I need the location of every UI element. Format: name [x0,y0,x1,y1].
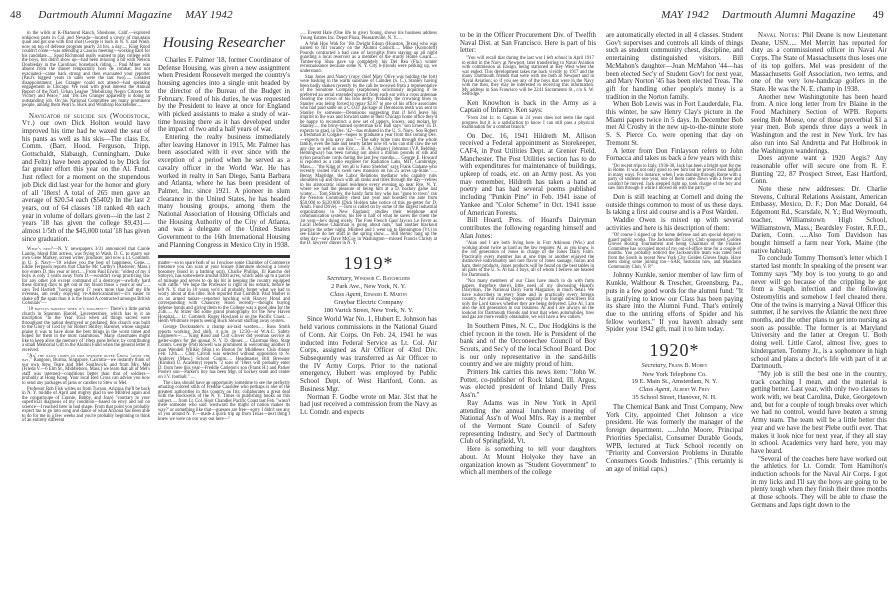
article-paragraph: in the wilds at K-Diamond Ranch, Shoshone, Calif.—explored unknown parts in Cal. and Nevada—located a covey of mountain quail and got one with first shot) George is back in N. Y. and Wash. now on top of defense program nearly 24 hrs. a day..... King Rood couldn't come—was attending a Caucus meeting—working hard for his candidate..... Spud Richmond really wanted to play college with the boys, but didn't show up—had been relaxing a bit with Nelson Doubleday in the Carolinas; horseback riding..... Paul Miner was absent from the dinner temporarily hors de combat, but not evacuated—came back strong and then evacuated your reporter (Paul's biggest years in sales were the last two)..... Greatest disappointment; Les Granger could not attend—had speaking engagement in Chicago. We read with great interest the Annual Report of the Nat'l. Urban League "Mobilizing Negro Citizens for Victory and Peace," and '18s Les Granger apparently is doing an outstanding job. On his National Committee are many prominent people, among them Pearl S. Buck and Winthrop Rockefeller..... [22,31,150,108]
agent-name: Edward E. Martin [363,291,408,298]
left-column-1 [22,32,150,425]
article-headline: Housing Researcher [162,35,286,51]
paragraph-text: —N. Y. newspapers 3/31 announced that Carole Landis, blond film actress, was flying to Wash. D. C. to marry our own Gene Markey, screen writer, producer, and now a Lt. Commdr. in U. S. Navy—'18 wishes you the best of happiness, Gene..... Eddie Ferguson reports that Charlie Mc Carthy's (Andover, Mass.) boy enters D. this year or next..... From Paul Erwin: "oldest of my 4 boys is only 3 years away from D.—wouldn't swap practicing law for any other job except command of a destroyer—awfully hard these stirring days to get out of my blood those 5 years at sea"..... says Ted Hartlett "having spent 17 years more than half my life overseas, am really enjoying 're-Americanization'—it's easier to shake off the spats than it is the broad A contracted amongst British Colonials"— [22,247,150,307]
article-paragraph: On Dec. 16, 1941 Hildreth M. Allison received a Federal appointment as Storekeeper, CAF4, in Post Utilities Dept. at Grenier Field, Manchester. The Post Utilities section has to do with expenditures for maintenance of buildings, upkeep of roads, etc. on an Army post. As you may remember, Hildreth has taken a hand at poetry and has had several poems published including "Punkin Pine" in Feb. 1941 issue of Yankee and "Color Scheme" in Oct. 1941 issue of American Forests. [460,132,596,217]
section-lead: Naval Notes: [758,32,800,39]
agent-line [606,386,743,395]
article-paragraph: Does anyone want a 1920 Aegis? Any reasonable offer will secure one from R. F. Bunting '22, 87 Prospect Street, East Hartford, Conn. [751,155,887,186]
article-paragraph: "Several of the coaches here have worked out the athletics for Lt. Comdr. Tom Hamilton's induction schools for the Naval Air Corps. I got in my licks and I'll say the boys are going to be plenty tough when they finish their three months at those schools. They will be able to chase the Germans and Japs right down to the [751,455,887,509]
quoted-letter: "On recent trips to Italy, 1936-38, Jack has been a bright spot for me in Rome. It was not only good to see him but he proved most helpful in many ways. For instance, when I was dashing through Rome with a party of students one year, one of them came down with a fever and couldn't be moved. Jack stepped right up, took charge of the boy and saw him through it while I moved on with the party." [608,163,741,192]
paragraph-text: Phil Deane is now Lieutenant Deane, USN..... Mel Merritt has reported for duty as a commissioned officer in Naval Air Corps. The State of Massachusetts thus loses one of its top golfers. Mel was president of the Massachusetts Golf Association, two terms, and one of the very low-handicap golfers in the State. He was the N. E. champ in 1938. [751,32,887,93]
article-paragraph: A letter from Don Finlayson refers to John Fornacca and takes us back a few years with this: [606,147,743,163]
paragraph-text: There's a little parish church in Staunton Harold, Leicestershire, which has in it an inscription "In the Year 1653 when all things sacred were throughout the nation destroyed or profaned, this church was built to the Glory of God by Sir Robert Shirley, Baronet, whose singular praise it was to have done the best things in the worst times and hoped for them in the most calamitous." Many classmates might like to keep alive the memory of '18ers gone before, by contributing a small Memorial Gift to the Alumni Fund when the general letter is received. [22,307,150,353]
class-year-heading: 1919* [343,252,394,273]
article-paragraph: In Southern Pines, N. C., Doc Hodgkins is the chief tycoon in the town. He is President of the bank and of the Occoneechee Council of Boy Scouts, and Sec'y of the local School Board. Doc is our only representative in the sand-hills country and we are mighty proud of him. [460,322,596,369]
article-paragraph [22,355,150,387]
article-paragraph: to be in the Officer Procurement Div. of Twelfth Naval Dist. at San Francisco. Here is part of his letter: [460,32,596,55]
secretary-address: 19 E. Main St., Amsterdam, N. Y. [631,378,718,386]
article-paragraph: Norman F. Godbe wrote on Mar. 31st that he had just received a commission from the Navy as Lt. Comdr. and expects [300,393,437,416]
article-paragraph: Entering the realty business immediately after leaving Hanover in 1915, Mr. Palmer has been associated with it ever since with the exception of a period when he served as a cavalry officer in the World War. He has worked in realty in San Diego, Santa Barbara and Atlanta, where he has been president of Palmer, Inc. since 1921. A pioneer in slum clearance in the United States, he has headed many housing groups, among them the National Association of Housing Officials and the Housing Authority of the City of Atlanta, and was a delegate of the United States Government to the 16th International Housing and Planning Congress in Mexico City in 1938. [158,134,290,249]
paragraph-text: Rangoon, Burma, Singapore, Calcutta—we instantly think of our own Stew Teare and Mel Southwick; and from Mrs. Mel (Frieda V.—6 Elm St., Middleboro, Mass.) we learn that all of Mel's staff was interned—conditions better than that of soldiers—probably at Hong Kong. Your local Red Cross can advise you how to send any packages of jams or candies to Stew or Mel. [22,358,150,386]
quoted-letter: "Of course I signed up for home defense and am special deputy to guard public works. The Jacksonville Lion's Club sponsored Golden Gloves Boxing Tournament and being Chairman of the Finance Committee has occupied most of my out-of-office time for a couple of months. You probably noticed the Jacksonville team was rated best from the South in recent New York City Golden Gloves finals. Have been doing some joining too—SAR, historian now, and Mandarin Community Club, V. P." [608,233,741,270]
article-paragraph [22,248,150,307]
article-paragraph: Another new Washingtonite has been heard from. A nice long letter from Irv Blaine in the Food Machinery Section of WPB. Reports seeing Bob Moese, one of those proverbial $1 a year men. Bob spends three days a week in Washington and the rest in New York. Irv has also run into Sal Andretta and Pat Holbrook in the Washington wanderings. [751,93,887,155]
secretary-name: Windsor C. Batchelder [354,275,410,282]
page-number: 48 [10,9,22,21]
section-lead: "An' the dawn comes up like thunder outer China 'crost the bay," [22,353,150,364]
article-paragraph: Since World War No. 1, Hubert E. Johnson has held various commissions in the National Guard of Conn. Air Corps. On Feb. 24, 1941 he was inducted into Federal Service as Lt. Col. Air Corps, assigned as Air Officer of 43rd Div. Subsequently was transferred as Air Officer to the IV Army Corps. Prior to the national emergency, Hubert was employed by Public School Dept. of West Hartford, Conn. as Business Mgr. [300,316,437,393]
secretary-line [606,362,743,371]
right-page-header [661,9,884,21]
left-page-header [10,9,233,21]
secretary-address: 2 Park Ave., New York, N. Y. [331,283,406,291]
article-paragraph: Stan Jones and Nancy (copy chief Mary Olive was holding the fort) were basking in the warm sunshine of Camden (S. C.), Stanley having been badly shaken recently by the call he received from a representative of the Sonotone Company (earphones) solicitously inquiring if he preferred an aerial extended upward from each ear with a cross antennae clearing the crown of his Iron derby. Probably the crowning blow to Stanley was being forced to repay $2.87 to one of his office associates who had paid same on a C.O.D. package of Dennisons teeth wax sent to Stanley by someone—Dennisons suggesting that if he'd leave his imprint in the wax and forward same to their Chicago home office they'd be happy to reconstruct a new set of uppers, lowers, and molars for Stanley..... the briny-tanned oysterman Eric Ball says "son Ernest '45 D. expects to grad. in Dec. '42—has enlisted in the U. S. Navy. Son Robert a freshman at Colgate—hopes to graduate a year from this coming Dec.—expects to join navy also."—The salty brine runs through the whole family, even the hale and hearty father now 81 who can still claw the set any day as well as son Eric..... H. A. (Johnny) Johnston (V.P. Belding-Hemingway) has been turning out about 5 million pounds of silk and nylon parachute cords during the last few months..... George E. Howard is reported as a radio engineer for Radiation Labs, MIT, Cambridge, Mass..... "the King of 'em all is Fatso Sheldon" says Frank Clahane who recently visited Fat's swell new mansion on his 25 acres up-State."..... Benny Magridge, the Labor Relations mediator who capably rubs shoulders up and down with all ranks and titles through the day—retires to his aristocratic island residence every evening up near Rye, N. Y. where we had the pleasure of being him at a D. hockey game last winter..... Tom Shirley, the hardy farm boy who has "gone to town" ran the Newton Community chest last year and boosted the ante from $50,000 to $120,000 (Dick Holden take notice of this go-getter for D. Alum. Fund Drive). —Tom is called on by some of the largest industrial organizations in New England; studies their telephone and communication systems; his fee is half of what he saves the client the 1st year—he's doing nicely. The Free French Gaul Jaycox Le Fevre as Local Defense Chairman is going about nuts," had another blackout practice the other night. Mildred and I went up to Bennington (Vt.) to see Elaine do her stuff in the spring show..... Bill Remic rang up the other day—saw Dave McCoy in Washington—missed Francis Christy at the D. lawyers' dinner in N. Y. [300,74,437,246]
label: Class Agent, [639,385,672,393]
article-paragraph: "My job is still the best one in the country, track coaching I mean, and the material is getting better. Last year, with only two classes to work with, we beat Carolina, Duke, Georgetown and, but for a couple of tough breaks over which we had no control, would have beaten a strong Army team. The team will be a little better this year and we have the best Plebe outfit ever. That makes it look nice for next year, if they all stay in school. Academics very hard here, you may have heard. [751,370,887,455]
article-paragraph [22,113,150,244]
paragraph-text: our own Dick Holton would have improved his time had he waxed the seat of his pants as well as his skis—The class Ex. Comm. (Barr, Hood, Ferguson, Tripp, Gottschaldt, Slabaugh, Cunningham, Duke and Feltz) have been appealed to by Dick for far greater effort this year on the Al. Fund. Just reflect for a moment on the stupendous job Dick did last year for the honor and glory of all '18ers! A total of 265 men gave an average of $20.54 each ($5402) In the last 2 years, out of 64 classes '18 ranked 4th each year in volume of dollars given—in the last 2 years '18 has given the college $9,431—almost 1/5th of the $45,000 total '18 has given since graduation. [22,120,150,243]
label: Secretary, [641,362,668,370]
agent-company: Graybar Electric Company [334,299,403,307]
article-paragraph: Ray Adams was in New York in April attending the annual luncheon meeting of National Ass'n of Wool Mfrs. Ray is a member of the Vermont State Council of Safety representing Industry, and Sec'y of Dartmouth Club of Springfield, Vt. [460,399,596,446]
article-paragraph: Waddie Owen is mixed up with several activities and here is his description of them: [606,217,743,232]
section-lead: Navigator of suicide six (Woodstock, Vt.) [22,112,150,128]
section-lead: '18 battles hardest when it's toughest— [27,307,109,313]
quoted-letter: "Alan and I are both living here in Fort Atkinson (Wis.) and working about twice as hard as the law requires. Al, as you know, is the 3rd generation of Jones in charge of the Jones Dairy Farm. Practically every member has at one time or another enjoyed the distinctive individuality and rare flavor of Jones sausage, bacon and ham, their products. Jones products will be found on the best tables in all parts of the U. S. Al has 3 boys, all of whom I believe are headed for Dartmouth. [462,241,594,278]
magazine-title: Dartmouth Alumni Magazine [38,9,173,21]
left-column-2 [158,32,290,424]
article-paragraph: Johnny Kunkle, senior member of law firm of Kunkle, Walthour & Trescher, Greensburg, Pa., puts in a few good words for the alumni fund: "It is gratifying to know our Class has been paying its share into the Alumni Fund. That's entirely due to the untiring efforts of Spider and his fellow workers." If you haven't already sent Spider your 1942 gift, mail it to him today. [606,272,743,334]
article-paragraph: Here is something to tell your daughters about. At Mount Holyoke they have an organization known as "Student Government" to which all members of the college [460,446,596,477]
right-column-2 [606,32,743,473]
secretary-company: New York Telephone Co. [642,370,707,378]
right-column-1 [460,32,596,477]
agent-address: 35 School Street, Hanover, N. H. [632,394,717,402]
article-paragraph: matter—so to spare both of us I enclose some Chamber of Commerce literature you can scan at your leisure (literature showing a lovely bosomey blond in a bathing suit). Charlie Phillips, El Rancho del Sotoyro, has somewhere around 8300 acres, which adds up to a parcel of mileage and serves to do his bit in keeping the country equipped with cattle." We hope the Professor is right in his remark, before he left N. Y. that in 10 years we'd all probably forget what we had to worry about at this time. Bob reported that Commdr. Paul Mather is on an armed tanker—reported lunching with Harvey Hood and corresponding with Chauncey Hood recently—thought buying defense bonds and giving them to the College was a good idea for the 25th..... Al Stizer did some grand photography for the New Haven Hospital..... Lt. Commdr. Roger Howland is on the Pacific Coast..... Herm Whitmore reports seeing Buck Stewart stuffing away oysters. [158,260,290,325]
housing-researcher-box [158,34,290,258]
quoted-letter: "From 2nd Lt. to Captain in 24 years does not seem like rapid progress but it is a satisfaction to know I can still pass a physical examination for a combat branch." [462,116,594,131]
article-paragraph: A Wah Hoo Wah for '18s Dwight Edson (Houston, Texas) who was named to fill vacancy on the Alumni Council..... Mike (Kornoloff) Pounds contracted a bad case of laryngitis from staying up all night guarding a local reservoir as a member of the sturdy Home Guard..... Timber-top Shea gave up completely his Del Rea (Fla.) winter reconnaissance because some N. Y. City b-(l)onds were perking up, we understand. [300,41,437,74]
article-paragraph: ..... Everett Hale (One life to give) Young, shows his business address Young Estates Inc. Depot Plaza, Pleasantville, N. Y..... [300,31,437,41]
article-paragraph: Bill Hoard, Pres. of Hoard's Dairyman contributes the following regarding himself and Alan Jones: [460,217,596,240]
article-paragraph: Ken Knowlton is back in the Army as a Captain of Infantry. Ken says: [460,99,596,115]
magazine-title: Dartmouth Alumni Magazine [721,9,856,21]
article-paragraph: Professor Rob Fish writes us from Tucson, Arizona (he'll be back in N. Y. middle of April and mighty glad to see Mildred again and the congatroupe of Connie, Bobby, and Joan) "contrary to your superficial diagnosis of my condition—based on envy and not on science—I reached here in bad shape. From that point you probably expect me to go into song and dance of what Arizona has been able to do for me in a few weeks and you're probably beginning to think of an entirely different [22,386,150,424]
article-paragraph: The class should have an opportunity sometime to see the perfectly amazing colored stills of Freddie Cassidee who perhaps is one of the greatest authorities in this country on Iris; collaborates a great deal with the Rockwells of the N. Y. Times in publishing books on this subject..... from Lt. Col. Hoot Chandler Pacific Coast last Feb. "wasn't there someone who said 'westward the might of nation makes its way?' or something like that—guesses are free—sorry I didn't see any of you around N. Y.—made a quick trip up from Texas—next thing I knew we were on our way out here—" [158,380,290,422]
agent-line [300,291,437,300]
quoted-letter: "Not many members of our Class have much to do with farm papers, therefore there's little need of my discussing Hoard's Dairyman, The National Dairy Farm Magazine, in much detail. We have subscribers in every State and in practically every foreign country. Are still mailing copies regularly to foreign subscribers but only the Lord knows whether they are being delivered. Like Al, I am also the 3rd generation in our business. Al and I are always on the lookout for Dartmouth friends and trust that when automobiles, tires and gas are more readily obtainable, we will have a few callers." [462,279,594,321]
article-paragraph [22,308,150,353]
article-paragraph: are automatically elected in all 4 classes. Student Gov't supervises and controls all kinds of things such as student community chest, discipline, and entertaining distinguished visitors. Bill McMahon's daughter—Joan McMahon '44—has been elected Sec'y of Student Gov't for next year, and Mary Norton '45 has been elected Treas. The gift for handling other people's money is a tradition in the Norton family. [606,32,743,101]
agent-name: Albert W. Frey [672,386,710,393]
article-paragraph: Note these new addresses: Dr. Charlie Stevens, Cultural Relations Assistant, American Embassy, Mexico, D. F.; Don Mac Donald, 64 Edgemont Rd., Scarsdale, N. Y.; Bud Weymouth, teacher, Williamstown High School, Williamstown, Mass.; Beardsley Foster, R.F.D., Darien, Conn. .....Also Tom Davidson has bought himself a farm near York, Maine (the native habitat). [751,186,887,255]
quoted-letter: "You will recall that during the last war I left school in April 1917 to enlist in the Navy at Newport, later transferring to Naval Aviation with commission as Ensign, being stationed at Key West when the war ended. This development takes me back vividly to 1917 and the many Dartmouth friends that were with me both at Newport and in Naval Aviation; so if you see any of the boys that were in the Navy with me then, they may be interested in receiving this information. My address in San Francisco will be 2241 Sacramento St., c/o S. W. Selfridge." [462,56,594,98]
article-paragraph: Printers Ink carries this news item: "John W. Potter, co-publisher of Rock Island, Ill. Argus, was elected president of Inland Daily Press Ass'n." [460,369,596,400]
issue-date: MAY 1942 [185,9,233,21]
label: Class Agent, [329,290,363,298]
article-paragraph: Don is still teaching at Cornell and doing the outside things common to most of us these days. Is taking a first aid course and is a Post Warden. [606,193,743,217]
issue-date: MAY 1942 [661,9,709,21]
class-year-heading: 1920* [649,340,700,361]
label: Secretary, [327,274,353,282]
left-column-3 [300,32,437,417]
article-paragraph: When Bob Lewis was in Fort Lauderdale, Fla. this winter, he saw Henry Clay's picture in the Miami papers twice in 5 days. In December Bob met Al Crosby in the new up-to-the-minute store S. S. Pierce Co. were opening that day on Tremont St. [606,101,743,147]
secretary-line [300,275,437,284]
page-number: 49 [872,9,884,21]
agent-address: 180 Varick Street, New York, N. Y. [323,306,414,314]
article-paragraph [751,32,887,94]
secretary-name: Frank B. Morey [668,363,708,370]
article-paragraph: Charles F. Palmer '18, former Coordinator of Defense Housing, was given a new assignment when President Roosevelt merged the country's housing agencies into a single unit headed by the director of the Bureau of the Budget in February. Freed of his duties, he was requested by the President to leave at once for England with picked assistants to make a study of war-time housing there as it has developed under the impact of two and a half years of war. [158,57,290,134]
article-paragraph: To conclude Tommy Thomson's letter which I started last month: In speaking of the present war Tommy says "My boy is too young to go and never will go because of the crippling he got from a Staph. infection and the following Osteomylitis and somehow I feel cheated there. One of the twins is marrying a Naval Officer this summer, if he survives the Atlantic the next three months, and the other plans to get into nursing as soon as possible. The former is at Maryland University and the latter at Oregon U. Both doing well. Little Carol, almost five, goes to kindergarten. Tommy Jr., is a sophomore in high school and plans a doctor's life with part of it at Dartmouth. [751,255,887,371]
article-paragraph: The Chemical Bank and Trust Company, New York City, appointed Chet Johnson a vice president. He was formerly the manager of the foreign department. .....John Moore, Principal Priorities Specialist, Consumer Durable Goods, WPB, lectured at Tuck School recently on "Priority and Conversion Problems in Durable Consumers Goods Industries." (This certainly is an age of initial caps.) [606,404,743,473]
section-lead: What's new? [27,247,54,253]
divider-rule [158,255,290,258]
article-paragraph: George Dockstader's a champ air-raid warden..... Russ Smith reports working 2nd shift, 4 p.m. to 12:30—at W.A.C. Safety Engineers—..... King Rood and Curt Glover did yeoman service as getter-outers for the annual N. Y. D. dinner..... Chairman Rep. State Comm. George (Pat) Rowell was prominent in welcoming another D man Wendell Willkie (Hon.) to Boston for Middlesex Club dinner Feb. 12th..... Clint Carroll was selected without opposition to N. Andover (Mass.) School Comm..... Headmaster Bill Brewster (Kimball U. Academy) reports "2 sons of '18ers will probably enter D. from here this year—Freddie Carleton's son (Frank H.) and Parker Poole's son—Parker's boy has been Mgr. of hockey team and center on J.V. football." .... [158,325,290,380]
right-column-3 [751,32,887,510]
